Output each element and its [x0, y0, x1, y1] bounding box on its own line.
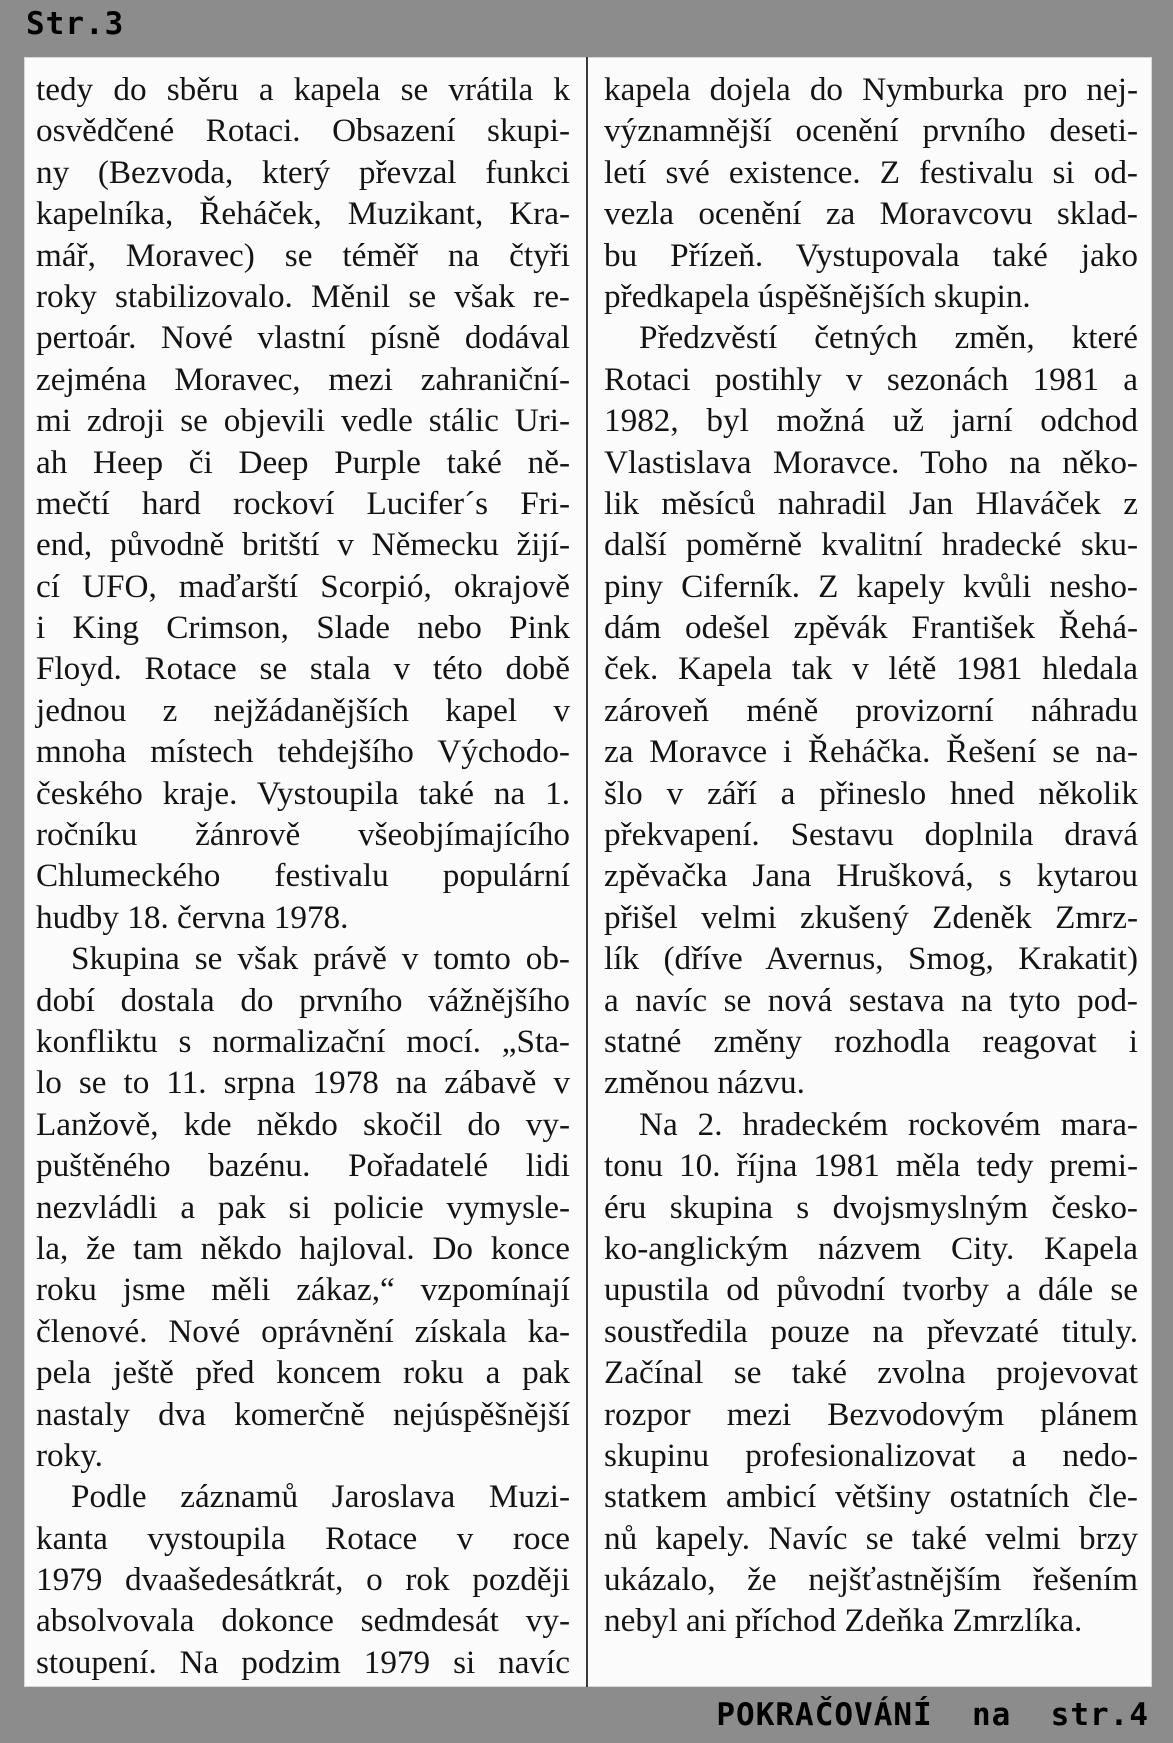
text-line: statkem ambicí většiny ostatních čle- — [604, 1478, 1138, 1516]
text-line: další poměrně kvalitní hradecké sku- — [604, 526, 1138, 564]
text-line: cí UFO, maďarští Scorpió, okrajově — [36, 567, 570, 605]
text-line: soustředila pouze na převzaté tituly. — [604, 1312, 1138, 1350]
text-line: předkapela úspěšnějších skupin. — [604, 277, 1031, 315]
text-line: kapelníka, Řeháček, Muzikant, Kra- — [36, 195, 570, 233]
text-line: piny Ciferník. Z kapely kvůli nesho- — [604, 567, 1138, 605]
column-divider — [586, 57, 588, 1687]
text-line: ček. Kapela tak v létě 1981 hledala — [604, 650, 1138, 688]
text-line: jednou z nejžádanějších kapel v — [36, 691, 570, 729]
continuation-label: POKRAČOVÁNÍ na str.4 — [716, 1697, 1149, 1733]
text-line: mečtí hard rockoví Lucifer´s Fri- — [36, 484, 570, 522]
text-line: konfliktu s normalizační mocí. „Sta- — [36, 1022, 570, 1060]
text-column-left — [36, 69, 570, 1683]
text-line: mi zdroji se objevili vedle stálic Uri- — [36, 402, 570, 440]
text-line: nebyl ani příchod Zdeňka Zmrzlíka. — [604, 1602, 1083, 1640]
text-line: la, že tam někdo hajloval. Do konce — [36, 1229, 570, 1267]
text-line: členové. Nové oprávnění získala ka- — [36, 1312, 570, 1350]
text-line: tedy do sběru a kapela se vrátila k — [36, 71, 570, 108]
text-line: nastaly dva komerčně nejúspěšnější — [36, 1395, 570, 1433]
text-line: Vlastislava Moravce. Toho na něko- — [604, 443, 1138, 481]
text-line: absolvovala dokonce sedmdesát vy- — [36, 1602, 570, 1640]
paragraph — [604, 317, 1138, 1103]
text-line: zejména Moravec, mezi zahraniční- — [36, 360, 570, 398]
text-line: českého kraje. Vystoupila také na 1. — [36, 774, 570, 812]
text-line: bu Přízeň. Vystupovala také jako — [604, 236, 1138, 274]
text-line: přišel velmi zkušený Zdeněk Zmrz- — [604, 898, 1138, 936]
text-line: skupinu profesionalizovat a nedo- — [604, 1436, 1138, 1474]
text-line: roky. — [36, 1436, 103, 1474]
text-line: překvapení. Sestavu doplnila dravá — [604, 816, 1138, 854]
text-line: pela ještě před koncem roku a pak — [36, 1354, 570, 1392]
text-line: nů kapely. Navíc se také velmi brzy — [604, 1519, 1138, 1557]
text-line: Předzvěstí četných změn, které — [639, 319, 1138, 357]
text-line: vezla ocenění za Moravcovu sklad- — [604, 195, 1138, 233]
text-line: statné změny rozhodla reagovat i — [604, 1022, 1138, 1060]
text-line: změnou názvu. — [604, 1064, 805, 1102]
text-line: lik měsíců nahradil Jan Hlaváček z — [604, 484, 1138, 522]
text-line: dám odešel zpěvák František Řehá- — [604, 609, 1138, 647]
text-line: ročníku žánrově všeobjímajícího — [36, 816, 570, 854]
text-line: Floyd. Rotace se stala v této době — [36, 650, 570, 688]
text-line: ny (Bezvoda, který převzal funkci — [36, 153, 570, 191]
text-line: zároveň méně provizorní náhradu — [604, 691, 1138, 729]
paragraph — [604, 1104, 1138, 1642]
text-line: mnoha místech tehdejšího Východo- — [36, 733, 570, 771]
text-line: ukázalo, že nejšťastnějším řešením — [604, 1561, 1138, 1599]
text-line: éru skupina s dvojsmyslným česko- — [604, 1188, 1138, 1226]
text-line: end, původně britští v Německu žijí- — [36, 526, 570, 564]
text-line: zpěvačka Jana Hrušková, s kytarou — [604, 857, 1138, 895]
text-line: i King Crimson, Slade nebo Pink — [36, 609, 570, 647]
text-line: kanta vystoupila Rotace v roce — [36, 1519, 570, 1557]
paragraph — [36, 938, 570, 1476]
text-line: kapela dojela do Nymburka pro nej- — [604, 71, 1138, 108]
text-line: dobí dostala do prvního vážnějšího — [36, 981, 570, 1019]
paragraph — [604, 69, 1138, 317]
text-line: osvědčené Rotaci. Obsazení skupi- — [36, 112, 570, 150]
text-line: stoupení. Na podzim 1979 si navíc — [36, 1643, 570, 1681]
paragraph — [36, 69, 570, 938]
text-line: mář, Moravec) se téměř na čtyři — [36, 236, 570, 274]
text-line: za Moravce i Řeháčka. Řešení se na- — [604, 733, 1138, 771]
text-line: Začínal se také zvolna projevovat — [604, 1354, 1138, 1392]
paragraph — [36, 1476, 570, 1683]
text-line: nezvládli a pak si policie vymysle- — [36, 1188, 570, 1226]
text-line: významnější ocenění prvního deseti- — [604, 112, 1138, 150]
text-line: letí své existence. Z festivalu si od- — [604, 153, 1138, 191]
text-line: pertoár. Nové vlastní písně dodával — [36, 319, 570, 357]
text-line: hudby 18. června 1978. — [36, 898, 349, 936]
text-line: Chlumeckého festivalu populární — [36, 857, 570, 895]
text-line: ko-anglickým názvem City. Kapela — [604, 1229, 1138, 1267]
text-line: Na 2. hradeckém rockovém mara- — [639, 1105, 1138, 1143]
text-line: Podle záznamů Jaroslava Muzi- — [71, 1478, 570, 1516]
text-line: Skupina se však právě v tomto ob- — [71, 940, 570, 978]
text-line: Lanžově, kde někdo skočil do vy- — [36, 1105, 570, 1143]
text-line: lo se to 11. srpna 1978 na zábavě v — [36, 1064, 570, 1102]
text-line: upustila od původní tvorby a dále se — [604, 1271, 1138, 1309]
text-column-right — [604, 69, 1138, 1642]
text-line: lík (dříve Avernus, Smog, Krakatit) — [604, 940, 1138, 978]
newspaper-clipping — [24, 57, 1152, 1687]
text-line: Rotaci postihly v sezonách 1981 a — [604, 360, 1138, 398]
text-line: tonu 10. října 1981 měla tedy premi- — [604, 1147, 1138, 1185]
text-line: ah Heep či Deep Purple také ně- — [36, 443, 570, 481]
text-line: 1982, byl možná už jarní odchod — [604, 402, 1138, 440]
text-line: 1979 dvaašedesátkrát, o rok později — [36, 1561, 570, 1599]
text-line: puštěného bazénu. Pořadatelé lidi — [36, 1147, 570, 1185]
text-line: šlo v září a přineslo hned několik — [604, 774, 1138, 812]
text-line: a navíc se nová sestava na tyto pod- — [604, 981, 1138, 1019]
page-label: Str.3 — [26, 6, 125, 42]
text-line: rozpor mezi Bezvodovým plánem — [604, 1395, 1138, 1433]
text-line: roku jsme měli zákaz,“ vzpomínají — [36, 1271, 570, 1309]
text-line: roky stabilizovalo. Měnil se však re- — [36, 277, 570, 315]
